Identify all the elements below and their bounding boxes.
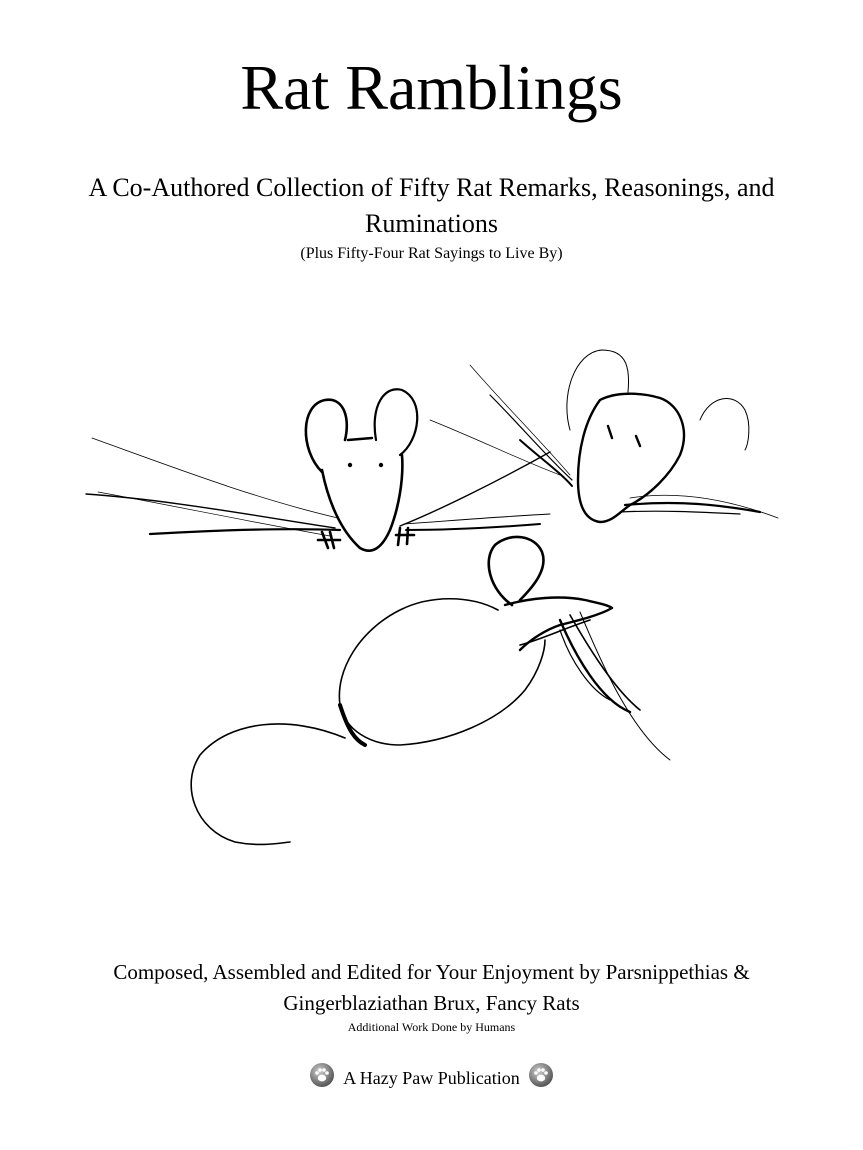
three-rats-line-drawing-icon bbox=[0, 330, 863, 870]
left-rat-drawing bbox=[86, 389, 560, 550]
credits: Composed, Assembled and Edited for Your Enjoyment by Parsnippethias & Gingerblaziathan Brux, Fancy Rats bbox=[113, 960, 750, 1015]
bottom-rat-drawing bbox=[191, 537, 670, 845]
paw-print-icon bbox=[528, 1062, 554, 1088]
credits-note: Additional Work Done by Humans bbox=[347, 1020, 516, 1034]
subtitle: A Co-Authored Collection of Fifty Rat Remarks, Reasonings, and Ruminations bbox=[88, 173, 775, 238]
publisher-name: A Hazy Paw Publication bbox=[343, 1068, 520, 1088]
subtitle-note: (Plus Fifty-Four Rat Sayings to Live By) bbox=[300, 245, 563, 262]
paw-print-icon bbox=[309, 1062, 335, 1088]
right-rat-drawing bbox=[470, 350, 778, 522]
page-title: Rat Ramblings bbox=[240, 52, 623, 123]
publisher-line bbox=[0, 1060, 863, 1090]
